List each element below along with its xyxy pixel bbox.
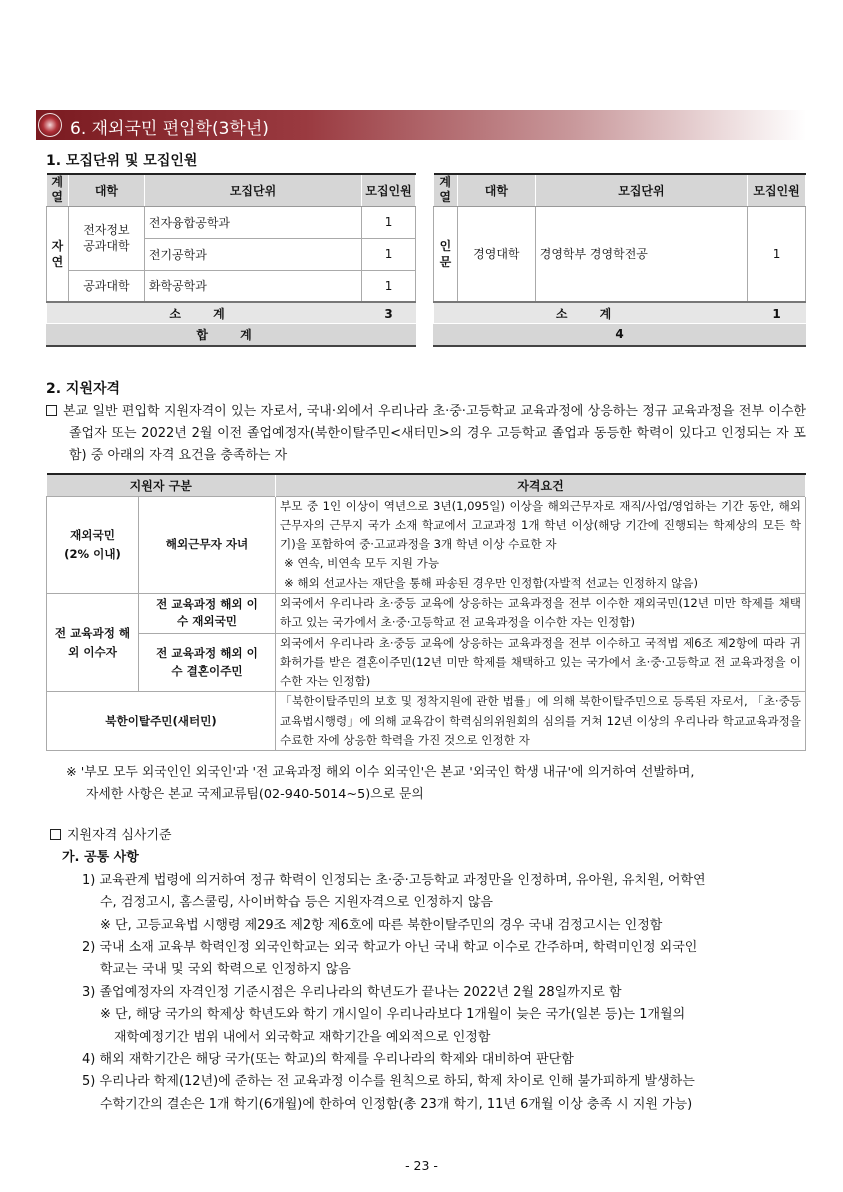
screening-criteria [50, 825, 810, 1116]
section-title-bar [36, 110, 806, 140]
unit-cell: 경영학부 경영학전공 [535, 206, 747, 302]
subtotal-row [434, 302, 806, 324]
criteria-item-1-cont: 수, 검정고시, 홈스쿨링, 사이버학습 등은 지원자격으로 인정하지 않음 [100, 895, 493, 911]
qualification-table [46, 473, 806, 751]
subtotal-value: 1 [748, 302, 806, 324]
req-full-overseas-korean: 외국에서 우리나라 초·중등 교육에 상응하는 교육과정을 전부 이수한 재외국민(12년 미만 학제를 채택하고 있는 국가에서 초·중·고등학교 전 교육과정을 이수한 자는 인정함) [276, 593, 806, 633]
recruit-table-right [433, 173, 806, 324]
college-cell: 공과대학 [68, 270, 144, 302]
total-right [433, 323, 806, 347]
col-unit: 모집단위 [535, 174, 747, 206]
subtotal-row [47, 302, 416, 324]
criteria-item-5-cont: 수학기간의 결손은 1개 학기(6개월)에 한하여 인정함(총 23개 학기, 11년 6개월 이상 충족 시 지원 가능) [100, 1096, 693, 1112]
table-row [47, 206, 416, 238]
group-overseas-korean: 재외국민 (2% 이내) [47, 496, 139, 593]
criteria-title: 지원자격 심사기준 [50, 825, 810, 847]
req-overseas-worker-child: 부모 중 1인 이상이 역년으로 3년(1,095일) 이상을 해외근무자로 재직/사업/영업하는 기간 동안, 해외근무자의 근무지 국가 소재 학교에서 고교과정 1개 학년 이상(해당 기간에 진행되는 학제상의 모든 학기)을 포함하여 중·고교과정을 3개 학년 이상 수료한 자 ※ 연속, 비연속 모두 지원 가능 ※ 해외 선교사는 재단을 통해 파송된 경우만 인정함(자발적 선교는 인정하지 않음) [276, 496, 806, 593]
col-count: 모집인원 [748, 174, 806, 206]
college-cell: 경영대학 [457, 206, 535, 302]
criteria-common: 가. 공통 사항 [62, 850, 139, 866]
criteria-item-1-note: ※ 단, 고등교육법 시행령 제29조 제2항 제6호에 따른 북한이탈주민의 경우 국내 검정고시는 인정함 [100, 917, 663, 933]
col-college: 대학 [68, 174, 144, 206]
group-label: 자연 [47, 206, 69, 302]
criteria-item-4: 4) 해외 재학기간은 해당 국가(또는 학교)의 학제를 우리나라의 학제와 대비하여 판단함 [82, 1052, 574, 1068]
criteria-item-1: 1) 교육관계 법령에 의거하여 정규 학력이 인정되는 초·중·고등학교 과정만을 인정하며, 유아원, 유치원, 어학연 [82, 872, 706, 888]
checkbox-square-icon [50, 829, 61, 840]
table-row [47, 633, 806, 692]
criteria-item-2-cont: 학교는 국내 및 국외 학력으로 인정하지 않음 [100, 962, 351, 978]
foreign-student-note-line1: ※ '부모 모두 외국인인 외국인'과 '전 교육과정 해외 이수 외국인'은 본교 '외국인 학생 내규'에 의거하여 선발하며, [66, 765, 695, 780]
criteria-item-2: 2) 국내 소재 교육부 학력인정 외국인학교는 외국 학교가 아닌 국내 학교 이수로 간주하며, 학력미인정 외국인 [82, 940, 698, 956]
col-requirement: 자격요건 [276, 474, 806, 496]
eligibility-intro-text: 본교 일반 편입학 지원자격이 있는 자로서, 국내·외에서 우리나라 초·중·고등학교 교육과정에 상응하는 정규 교육과정을 전부 이수한 졸업자 또는 2022년 2월 이전 졸업예정자(북한이탈주민<새터민>의 경우 고등학교 졸업과 동등한 학력이 있다고 인정되는 자 포함) 중 아래의 자격 요건을 충족하는 자 [63, 404, 806, 463]
page-number: - 23 - [405, 1158, 438, 1173]
college-cell: 전자정보공과대학 [68, 206, 144, 270]
table-row [434, 206, 806, 302]
col-gyeyeol: 계열 [434, 174, 458, 206]
criteria-item-3-note: ※ 단, 해당 국가의 학제상 학년도와 학기 개시일이 우리나라보다 1개월이 늦은 국가(일본 등)는 1개월의 [100, 1007, 686, 1023]
subtotal-label: 소 계 [47, 302, 362, 324]
unit-cell: 화학공학과 [144, 270, 361, 302]
sub-full-overseas-korean: 전 교육과정 해외 이수 재외국민 [139, 593, 276, 633]
sub-full-overseas-migrant: 전 교육과정 해외 이수 결혼이주민 [139, 633, 276, 692]
criteria-item-3-note-cont: 재학예정기간 범위 내에서 외국학교 재학기간을 예외적으로 인정함 [114, 1029, 491, 1045]
count-cell: 1 [748, 206, 806, 302]
table-row [47, 593, 806, 633]
col-applicant-type: 지원자 구분 [47, 474, 276, 496]
eligibility-intro [46, 401, 806, 467]
university-emblem-icon [38, 113, 62, 137]
col-count: 모집인원 [362, 174, 416, 206]
unit-cell: 전자융합공학과 [144, 206, 361, 238]
s2-heading: 2. 지원자격 [46, 381, 121, 397]
group-label: 인문 [434, 206, 458, 302]
foreign-student-note [66, 762, 806, 806]
s1-heading: 1. 모집단위 및 모집인원 [46, 153, 198, 169]
req-full-overseas-migrant: 외국에서 우리나라 초·중등 교육에 상응하는 교육과정을 전부 이수하고 국적법 제6조 제2항에 따라 귀화허가를 받은 결혼이주민(12년 미만 학제를 채택하고 있는 국가에서 초·중·고등학교 전 교육과정을 이수한 자는 인정함) [276, 633, 806, 692]
subtotal-value: 3 [362, 302, 416, 324]
col-college: 대학 [457, 174, 535, 206]
criteria-item-5: 5) 우리나라 학제(12년)에 준하는 전 교육과정 이수를 원칙으로 하되, 학제 차이로 인해 불가피하게 발생하는 [82, 1074, 695, 1090]
req-north-korean-defector: 「북한이탈주민의 보호 및 정착지원에 관한 법률」에 의해 북한이탈주민으로 등록된 자로서, 「초·중등교육법시행령」에 의해 교육감이 학력심의위원회의 심의를 거쳐 12년 이상의 우리나라 학교교육과정을 수료한 자에 상응한 학력을 가진 것으로 인정한 자 [276, 692, 806, 751]
recruit-table-left [46, 173, 416, 324]
foreign-student-note-line2: 자세한 사항은 본교 국제교류팀(02-940-5014~5)으로 문의 [86, 787, 424, 802]
criteria-item-3: 3) 졸업예정자의 자격인정 기준시점은 우리나라의 학년도가 끝나는 2022년 2월 28일까지로 함 [82, 984, 622, 1000]
count-cell: 1 [362, 238, 416, 270]
total-left [46, 323, 416, 347]
group-full-overseas: 전 교육과정 해외 이수자 [47, 593, 139, 691]
table-row [47, 692, 806, 751]
table-row [47, 270, 416, 302]
count-cell: 1 [362, 270, 416, 302]
total-label: 합 계 [46, 324, 416, 346]
subtotal-label: 소 계 [434, 302, 748, 324]
section-title: 6. 재외국민 편입학(3학년) [70, 119, 269, 139]
count-cell: 1 [362, 206, 416, 238]
group-north-korean-defector: 북한이탈주민(새터민) [47, 692, 276, 751]
table-row [47, 496, 806, 593]
total-value: 4 [433, 324, 806, 346]
unit-cell: 전기공학과 [144, 238, 361, 270]
checkbox-square-icon [46, 405, 57, 416]
col-gyeyeol: 계열 [47, 174, 69, 206]
sub-overseas-worker-child: 해외근무자 자녀 [139, 496, 276, 593]
col-unit: 모집단위 [144, 174, 361, 206]
